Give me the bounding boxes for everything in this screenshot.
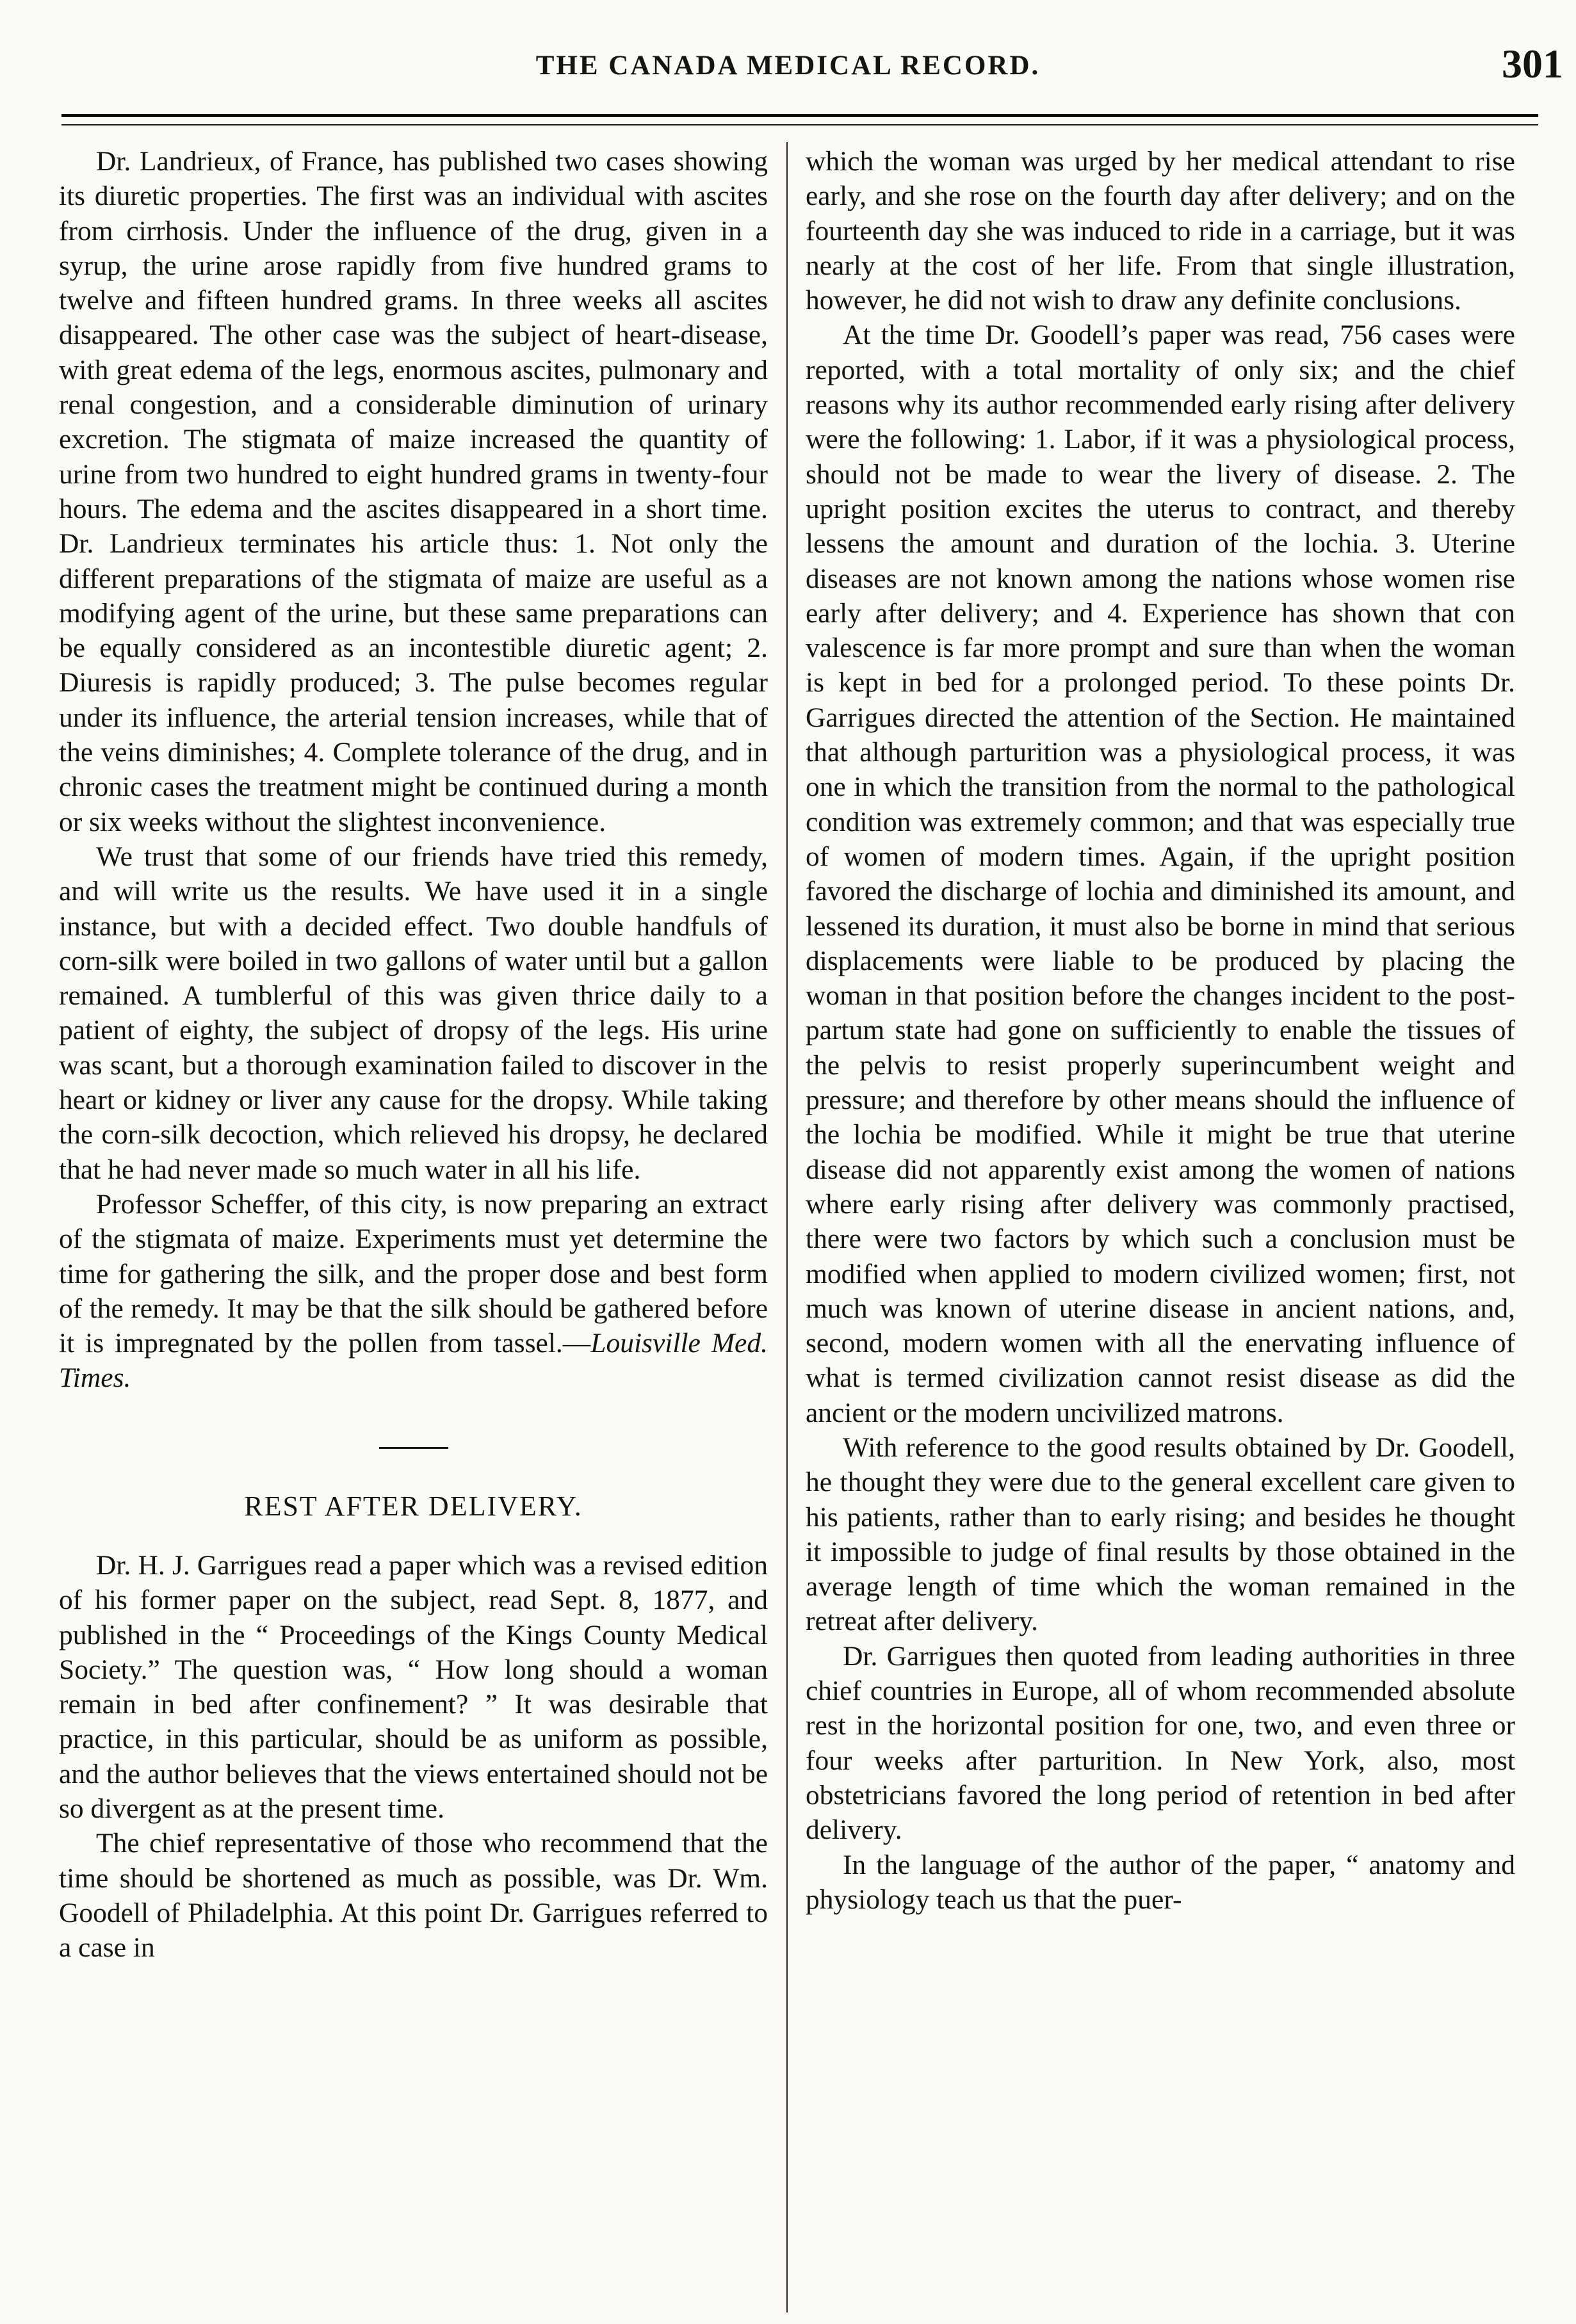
running-header — [0, 37, 1576, 95]
paragraph-garrigues-intro: Dr. H. J. Garrigues read a paper which was a revised edition of his former paper on the subject, read Sept. 8, 1877, and published in the “ Proceedings of the Kings County Medical Society.” The question was, “ How long should a woman remain in bed after confinement? ” It was desirable that practice, in this particular, should be as uniform as possible, and the author believes that the views entertained should not be so divergent as at the present time. — [59, 1549, 768, 1825]
paragraph-goodell-reasons: At the time Dr. Goodell’s paper was read, 756 cases were reported, with a total mortality of only six; and the chief reasons why its author recommended early rising after delivery were the following: 1. Labor, if it was a physiological process, should not be made to wear the livery of disease. 2. The upright position excites the uterus to contract, and thereby lessens the amount and duration of the lochia. 3. Uterine diseases are not known among the nations whose women rise early after delivery; and 4. Experience has shown that con valescence is far more prompt and sure than when the woman is kept in bed for a prolonged period. To these points Dr. Garrigues directed the attention of the Section. He maintained that although parturition was a physiological process, it was one in which the transition from the normal to the pathological condition was extremely common; and that was especially true of women of modern times. Again, if the upright position favored the discharge of lochia and diminished its amount, and lessened its duration, it must also be borne in mind that serious displacements were liable to be produced by placing the woman in that position before the changes incident to the post-partum state had gone on sufficiently to enable the tissues of the pelvis to resist properly superincumbent weight and pressure; and therefore by other means should the influence of the lochia be modified. While it might be true that uterine disease did not apparently exist among the women of nations where early rising after delivery was commonly practised, there were two factors by which such a conclusion must be modified when applied to modern civilized women; first, not much was known of uterine disease in ancient nations, and, second, modern women with all the enervating influence of what is termed civilization cannot resist disease as did the ancient or the modern uncivilized matrons. — [806, 319, 1515, 1428]
paragraph-good-results: With reference to the good results obtained by Dr. Goodell, he thought they were due to the general excellent care given to his patients, rather than to early rising; and besides he thought it impossible to judge of final results by those obtained in the average length of time which the woman remained in the retreat after delivery. — [806, 1432, 1515, 1637]
left-column — [59, 144, 768, 2308]
header-rule-thick — [61, 114, 1538, 117]
paragraph-corn-silk-trial: We trust that some of our friends have tried this remedy, and will write us the results. We have used it in a single instance, but with a decided effect. Two double handfuls of corn-silk were boiled in two gallons of water until but a gallon remained. A tumblerful of this was given thrice daily to a patient of eighty, the subject of dropsy of the legs. His urine was scant, but a thorough examination failed to discover in the heart or kidney or liver any cause for the dropsy. While taking the corn-silk decoction, which relieved his dropsy, he declared that he had never made so much water in all his life. — [59, 841, 768, 1185]
paragraph-goodell: The chief representative of those who recommend that the time should be shortened as much as possible, was Dr. Wm. Goodell of Philadelphia. At this point Dr. Garrigues referred to a case in — [59, 1828, 768, 1964]
paragraph-landrieux: Dr. Landrieux, of France, has published two cases showing its diuretic properties. The first was an individual with ascites from cirrhosis. Under the influence of the drug, given in a syrup, the urine arose rapidly from five hundred grams to twelve and fifteen hundred grams. In three weeks all ascites disappeared. The other case was the subject of heart-disease, with great edema of the legs, enormous ascites, pulmonary and renal congestion, and a considerable diminution of urinary excretion. The stigmata of maize increased the quantity of urine from two hundred to eight hundred grams in twenty-four hours. The edema and the ascites disappeared in a short time. Dr. Landrieux terminates his article thus: 1. Not only the different preparations of the stigmata of maize are useful as a modifying agent of the urine, but these same preparations can be equally considered as an incontestible diuretic agent; 2. Diuresis is rapidly produced; 3. The pulse becomes regular under its influence, the arterial tension increases, while that of the veins diminishes; 4. Complete tolerance of the drug, and in chronic cases the treatment might be continued during a month or six weeks without the slightest inconvenience. — [59, 146, 768, 837]
citation: Louisville Med. Times. — [59, 1328, 768, 1394]
paragraph-anatomy-physiology: In the language of the author of the paper, “ anatomy and physiology teach us that the puer- — [806, 1849, 1515, 1915]
paragraph-continuation: which the woman was urged by her medical attendant to rise early, and she rose on the fourth day after delivery; and on the fourteenth day she was induced to ride in a carriage, but it was nearly at the cost of her life. From that single illustration, however, he did not wish to draw any definite conclusions. — [806, 146, 1515, 316]
page-number: 301 — [1502, 41, 1563, 86]
journal-title: THE CANADA MEDICAL RECORD. — [535, 51, 1041, 81]
right-column — [806, 144, 1515, 2308]
paragraph-scheffer — [59, 1187, 768, 1396]
scheffer-text: Professor Scheffer, of this city, is now preparing an extract of the stigmata of maize. Experiments must yet determine the time for gathering the silk, and the proper dose and best form of the remedy. It may be that the silk should be gathered before it is impregnated by the pollen from tassel.— — [59, 1188, 768, 1359]
header-rule-thin — [61, 124, 1538, 125]
paragraph-european-authorities: Dr. Garrigues then quoted from leading authorities in three chief countries in Europe, all of whom recommended absolute rest in the horizontal position for one, two, and even three or four weeks after parturition. In New York, also, most obstetricians favored the long period of retention in bed after delivery. — [806, 1640, 1515, 1846]
section-separator-rule — [379, 1447, 448, 1449]
section-heading: REST AFTER DELIVERY. — [244, 1490, 583, 1522]
column-divider — [786, 142, 788, 2312]
